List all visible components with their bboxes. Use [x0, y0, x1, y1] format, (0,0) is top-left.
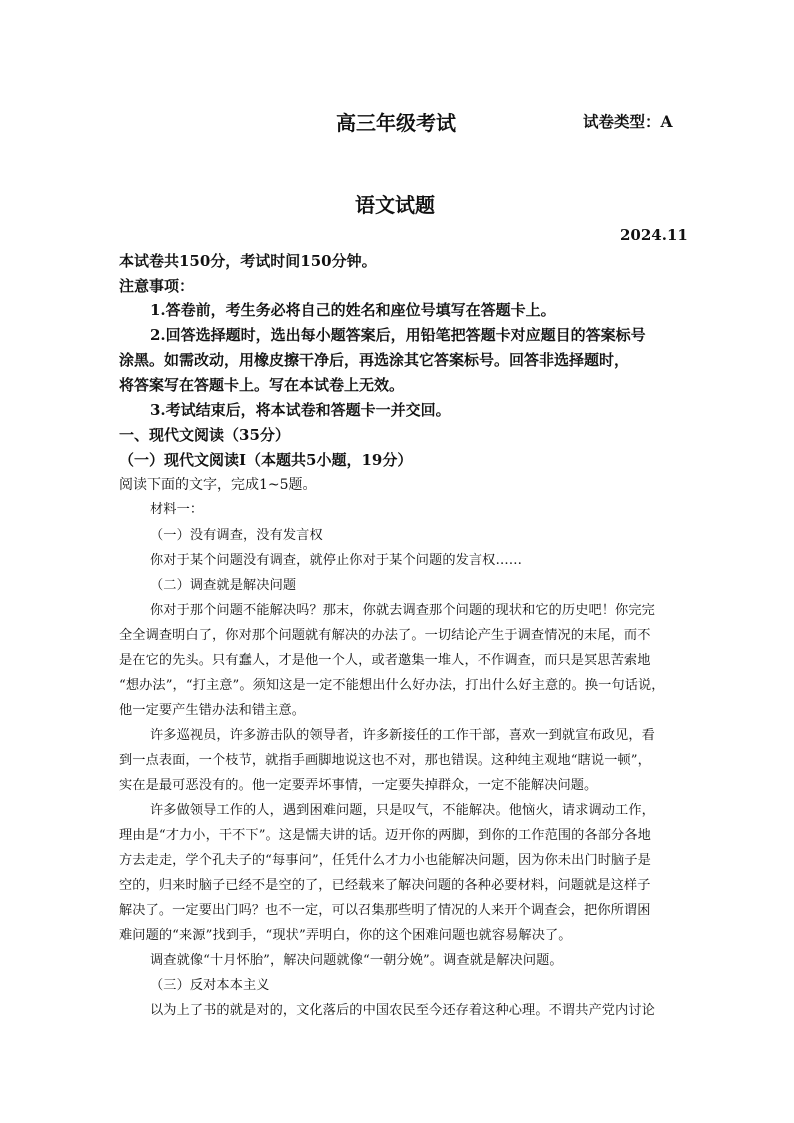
material-line: 调查就像“十月怀胎”，解决问题就像“一朝分娩”。调查就是解决问题。: [150, 953, 563, 968]
material-line: （一）没有调查，没有发言权: [150, 528, 323, 543]
material-line: 许多做领导工作的人，遇到困难问题，只是叹气，不能解决。他恼火，请求调动工作，: [150, 803, 655, 818]
material-line: 空的，归来时脑子已经不是空的了，已经载来了解决问题的各种必要材料，问题就是这样子: [119, 878, 651, 893]
material-label: 材料一：: [150, 502, 204, 517]
paper-type: 试卷类型：A: [583, 112, 673, 131]
material-line: 以为上了书的就是对的，文化落后的中国农民至今还存着这种心理。不谓共产党内讨论: [150, 1003, 655, 1018]
sub-section-heading: （一）现代文阅读Ⅰ（本题共5小题，19分）: [119, 451, 413, 469]
material-line: “想办法”，“打主意”。须知这是一定不能想出什么好办法，打出什么好主意的。换一句话说，: [119, 678, 665, 693]
section-heading: 一、现代文阅读（35分）: [119, 426, 290, 444]
notice-line: 3.考试结束后，将本试卷和答题卡一并交回。: [150, 401, 451, 419]
material-line: 你对于那个问题不能解决吗？那末，你就去调查那个问题的现状和它的历史吧！你完完: [150, 603, 655, 618]
material-line: 解决了。一定要出门吗？也不一定，可以召集那些明了情况的人来开个调查会，把你所谓困: [119, 903, 651, 918]
exam-date: 2024.11: [620, 226, 688, 244]
notice-line: 将答案写在答题卡上。写在本试卷上无效。: [119, 376, 405, 394]
material-line: 到一点表面，一个枝节，就指手画脚地说这也不对，那也错误。这种纯主观地“瞎说一顿”，: [119, 753, 651, 768]
notice-heading: 注意事项：: [119, 277, 195, 295]
material-line: 全全调查明白了，你对那个问题就有解决的办法了。一切结论产生于调查情况的末尾，而不: [119, 628, 651, 643]
material-line: 难问题的“来源”找到手，“现状”弄明白，你的这个困难问题也就容易解决了。: [119, 928, 572, 943]
material-line: 你对于某个问题没有调查，就停止你对于某个问题的发言权……: [150, 553, 523, 568]
material-line: 许多巡视员，许多游击队的领导者，许多新接任的工作干部，喜欢一到就宣布政见，看: [150, 728, 655, 743]
material-line: （二）调查就是解决问题: [150, 578, 297, 593]
material-line: （三）反对本本主义: [150, 978, 270, 993]
notice-line: 1.答卷前，考生务必将自己的姓名和座位号填写在答题卡上。: [150, 301, 556, 319]
notice-line: 2.回答选择题时，选出每小题答案后，用铅笔把答题卡对应题目的答案标号: [150, 326, 646, 344]
material-line: 理由是“才力小，干不下”。这是懦夫讲的话。迈开你的两脚，到你的工作范围的各部分各地: [119, 828, 651, 843]
material-line: 实在是最可恶没有的。他一定要弄坏事情，一定要失掉群众，一定不能解决问题。: [119, 778, 598, 793]
score-time-line: 本试卷共150分，考试时间150分钟。: [119, 252, 377, 270]
material-line: 方去走走，学个孔夫子的“每事问”，任凭什么才力小也能解决问题，因为你未出门时脑子是: [119, 853, 651, 868]
reading-instruction: 阅读下面的文字，完成1~5题。: [119, 477, 317, 493]
exam-title: 高三年级考试: [336, 111, 456, 135]
subject-title: 语文试题: [355, 193, 435, 217]
notice-line: 涂黑。如需改动，用橡皮擦干净后，再选涂其它答案标号。回答非选择题时，: [119, 351, 630, 369]
material-line: 是在它的先头。只有蠢人，才是他一个人，或者邀集一堆人，不作调查，而只是冥思苦索地: [119, 653, 651, 668]
material-line: 他一定要产生错办法和错主意。: [119, 703, 306, 718]
